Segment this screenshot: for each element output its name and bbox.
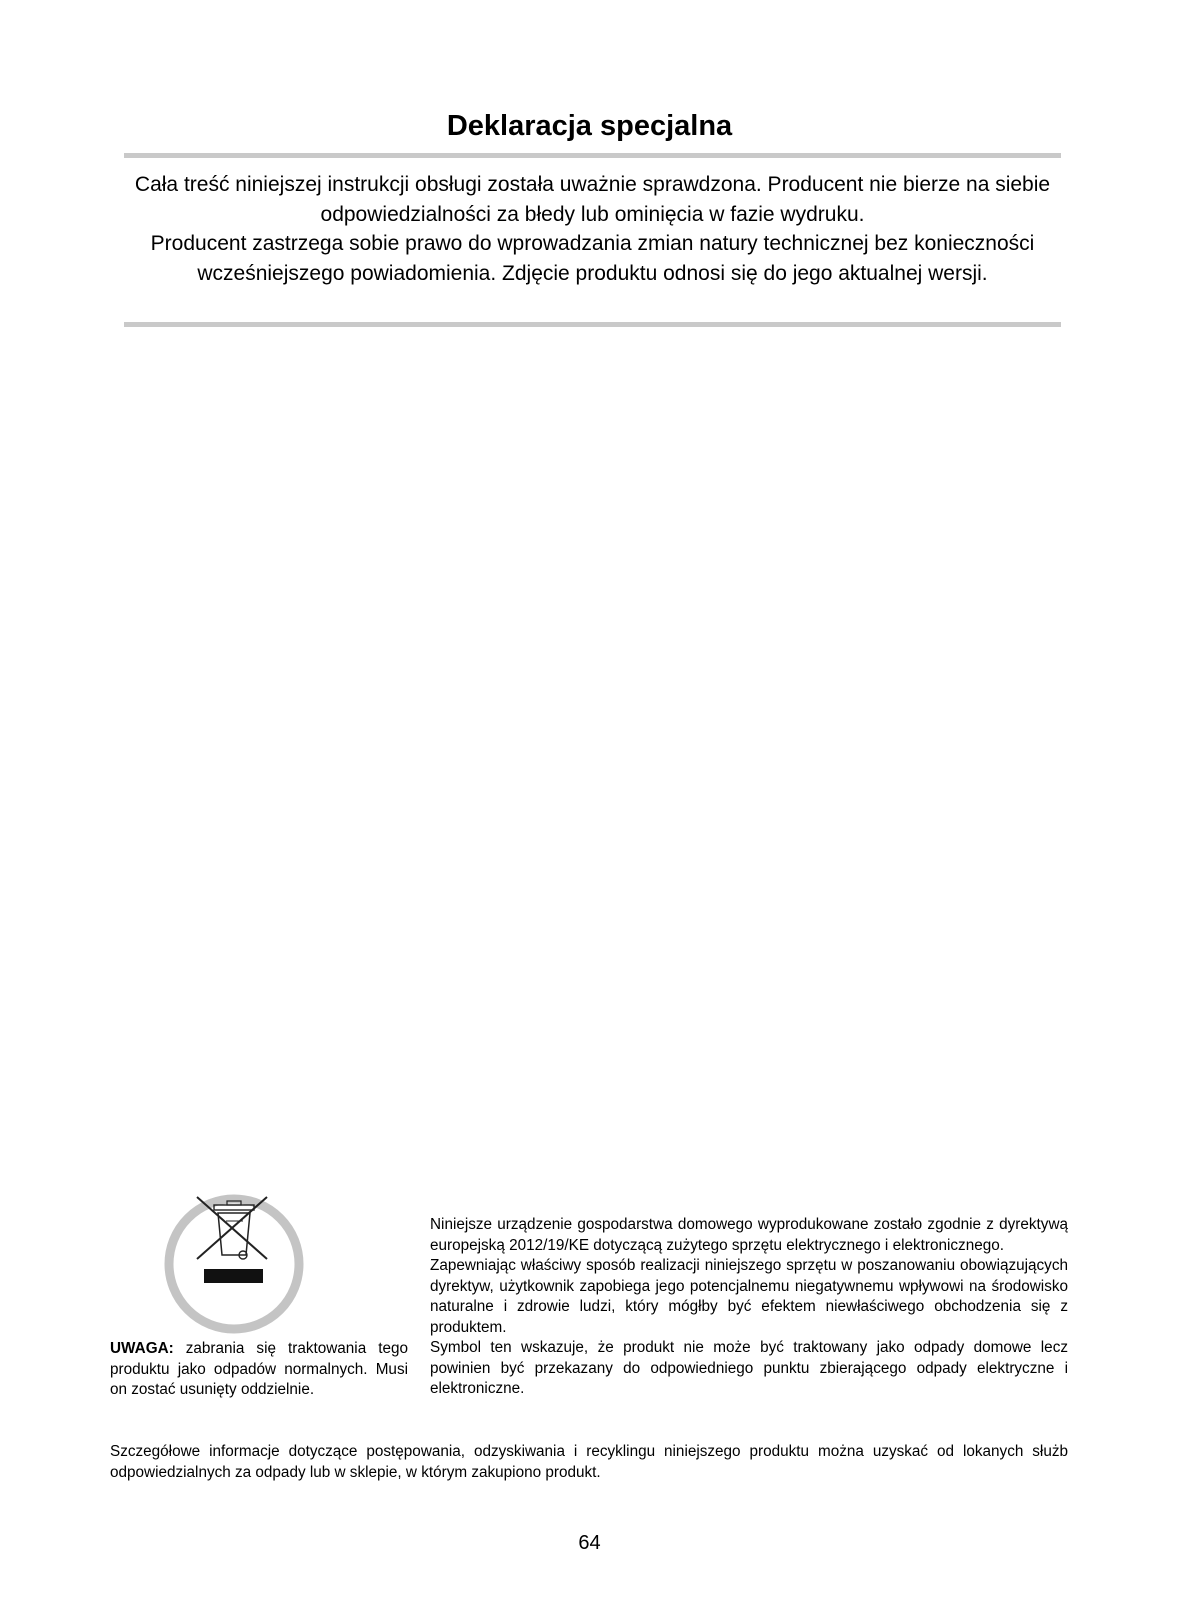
bottom-divider (124, 322, 1061, 327)
warning-text: zabrania się traktowania tego produktu jako odpadów normalnych. Musi on zostać usunięty oddzielnie. (110, 1340, 408, 1398)
page-title: Deklaracja specjalna (446, 110, 733, 142)
weee-directive-text (430, 1215, 1068, 1400)
weee-paragraph: Zapewniając właściwy sposób realizacji niniejszego sprzętu w poszanowaniu obowiązujących dyrektyw, użytkownik zapobiega jego potencjalnemu niegatywnemu wpływowi na środowisko naturalne i zdrowie ludzi, który mógłby być efektem niewłaściwego obchodzenia się z produktem. (430, 1257, 1068, 1336)
disclaimer-text (124, 170, 1061, 288)
page-number: 64 (578, 1532, 601, 1554)
crossed-out-wheeled-bin-icon (163, 1193, 305, 1335)
disclaimer-paragraph: Producent zastrzega sobie prawo do wprowadzania zmian natury technicznej bez konieczności wcześniejszego powiadomienia. Zdjęcie produktu odnosi się do jego aktualnej wersji. (150, 232, 1035, 285)
weee-paragraph: Niniejsze urządzenie gospodarstwa domowego wyprodukowane zostało zgodnie z dyrektywą europejską 2012/19/KE dotyczącą zużytego sprzętu elektrycznego i elektronicznego. (430, 1216, 1068, 1254)
disclaimer-paragraph: Cała treść niniejszej instrukcji obsługi została uważnie sprawdzona. Producent nie bierze na siebie odpowiedzialności za błedy lub ominięcia w fazie wydruku. (134, 173, 1051, 226)
recycling-details: Szczegółowe informacje dotyczące postępowania, odzyskiwania i recyklingu niniejszego produktu można uzyskać od lokanych służb odpowiedzialnych za odpady lub w sklepie, w którym zakupiono produkt. (110, 1443, 1068, 1481)
warning-label: UWAGA: (110, 1340, 174, 1357)
weee-paragraph: Symbol ten wskazuje, że produkt nie może być traktowany jako odpady domowe lecz powinien być przekazany do odpowiedniego punktu zbierającego odpady elektryczne i elektroniczne. (430, 1339, 1068, 1397)
top-divider (124, 153, 1061, 158)
warning-note (110, 1339, 408, 1401)
